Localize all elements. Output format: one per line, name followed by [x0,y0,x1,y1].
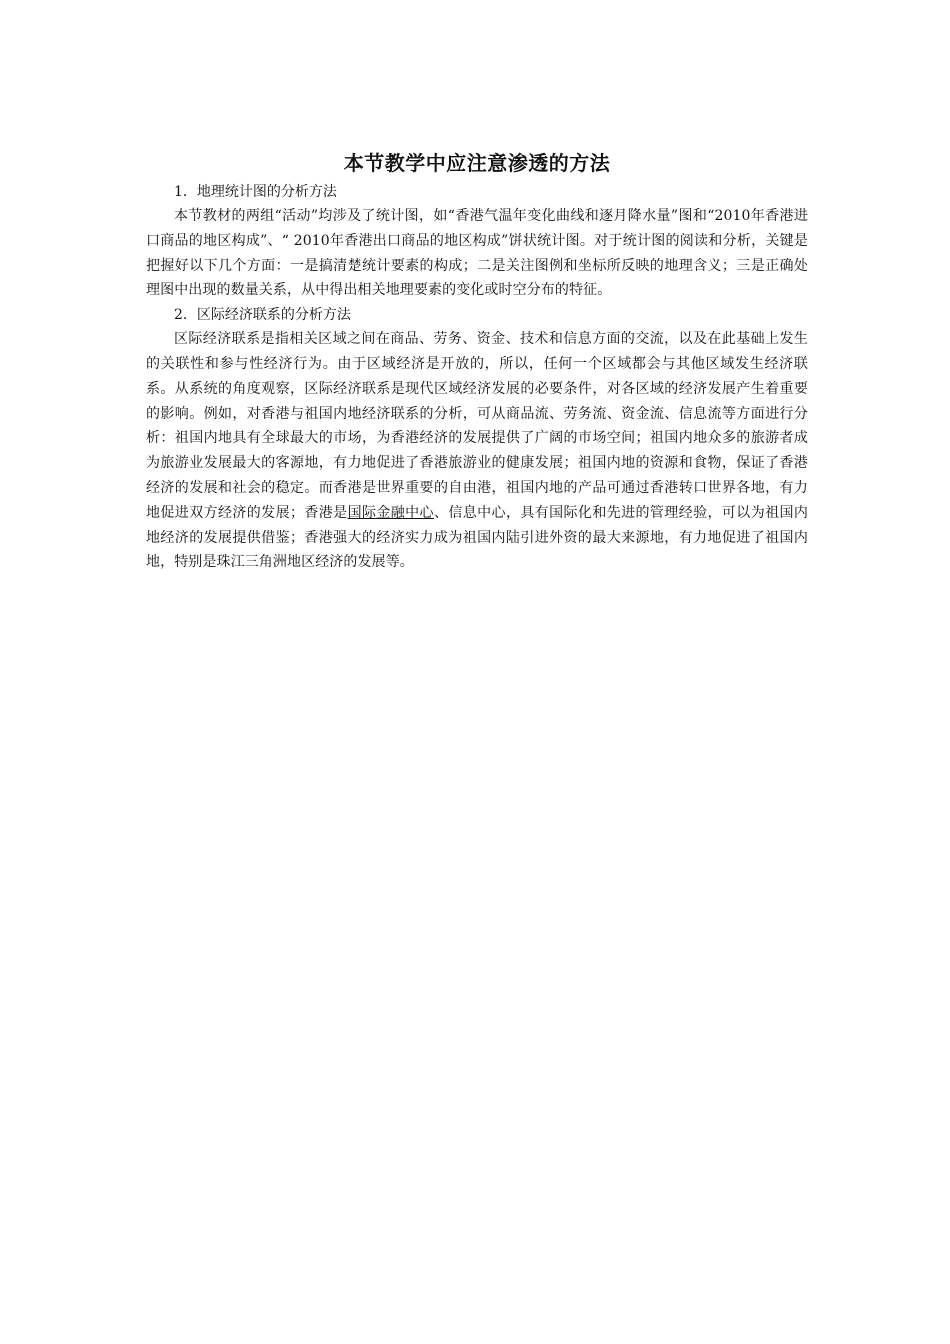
section-body-economic-links [146,327,808,575]
section-heading-economic-links: 2．区际经济联系的分析方法 [174,307,351,324]
document-title: 本节教学中应注意渗透的方法 [343,151,611,175]
body-text-before-link: 区际经济联系是指相关区域之间在商品、劳务、资金、技术和信息方面的交流，以及在此基础上发生的关联性和参与性经济行为。由于区域经济是开放的，所以，任何一个区域都会与其他区域发生经济联系。从系统的角度观察，区际经济联系是现代区域经济发展的必要条件，对各区域的经济发展产生着重要的影响。例如，对香港与祖国内地经济联系的分析，可从商品流、劳务流、资金流、信息流等方面进行分析：祖国内地具有全球最大的市场，为香港经济的发展提供了广阔的市场空间；祖国内地众多的旅游者成为旅游业发展最大的客源地，有力地促进了香港旅游业的健康发展；祖国内地的资源和食物，保证了香港经济的发展和社会的稳定。而香港是世界重要的自由港，祖国内地的产品可通过香港转口世界各地，有力地促进双方经济的发展；香港是 [146,331,808,521]
document-page [146,146,808,575]
financial-center-link[interactable]: 国际金融中心 [347,504,434,521]
section-body-statistics: 本节教材的两组“活动”均涉及了统计图，如“香港气温年变化曲线和逐月降水量”图和“2010年香港进口商品的地区构成”、“ 2010年香港出口商品的地区构成”饼状统计图。对于统计图的阅读和分析，关键是把握好以下几个方面：一是搞清楚统计要素的构成；二是关注图例和坐标所反映的地理含义；三是正确处理图中出现的数量关系，从中得出相关地理要素的变化或时空分布的特征。 [146,208,808,299]
body-text-after-link: 、信息中心，具有国际化和先进的管理经验，可以为祖国内地经济的发展提供借鉴；香港强大的经济实力成为祖国内陆引进外资的最大来源地，有力地促进了祖国内地，特别是珠江三角洲地区经济的发展等。 [146,504,808,571]
section-heading-statistics: 1．地理统计图的分析方法 [174,184,337,200]
